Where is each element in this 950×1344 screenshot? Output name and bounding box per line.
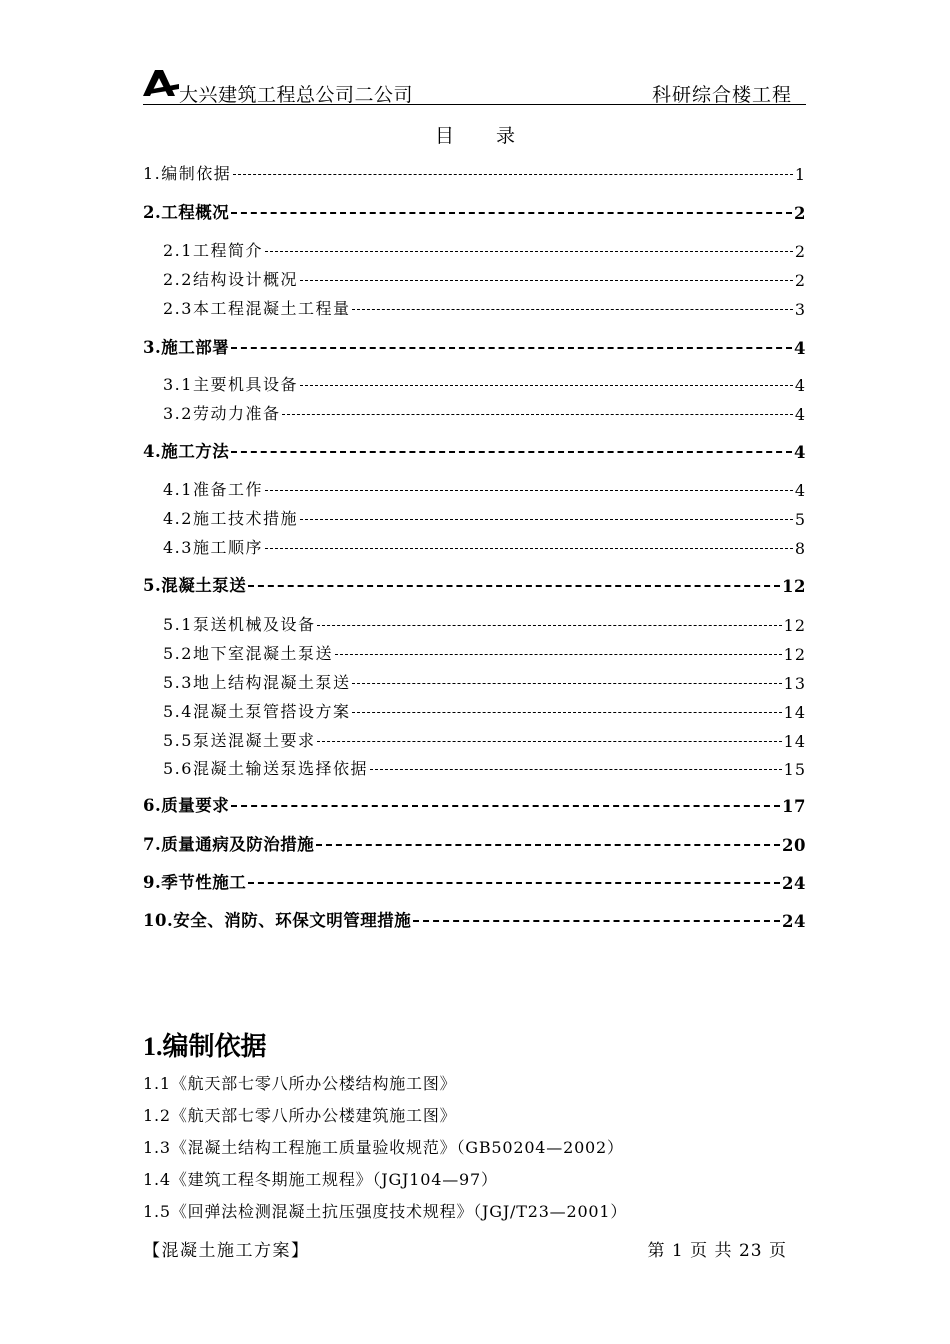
toc-entry-label: 5.1泵送机械及设备 — [163, 615, 316, 634]
toc-leader-dots — [300, 280, 793, 281]
toc-entry-page: 12 — [782, 577, 806, 596]
toc-entry-label: 4.2施工技术措施 — [163, 509, 298, 528]
toc-leader-dots — [300, 519, 793, 520]
toc-entry-page: 15 — [783, 760, 806, 779]
toc-entry-page: 4 — [794, 405, 806, 424]
company-name: 大兴建筑工程总公司二公司 — [179, 84, 414, 106]
toc-entry[interactable] — [163, 295, 806, 319]
toc-entry-page: 12 — [783, 616, 806, 635]
toc-entry-label: 6.质量要求 — [143, 796, 230, 815]
toc-entry-label: 2.2结构设计概况 — [163, 270, 298, 289]
toc-entry-page: 4 — [794, 481, 806, 500]
toc-entry-label: 5.4混凝土泵管搭设方案 — [163, 702, 351, 721]
toc-entry-page: 24 — [782, 874, 806, 893]
toc-entry-label: 3.施工部署 — [143, 338, 230, 357]
toc-entry-label: 2.3本工程混凝土工程量 — [163, 299, 351, 318]
toc-entry[interactable] — [143, 160, 806, 184]
toc-leader-dots — [233, 174, 793, 175]
toc-entry-page: 14 — [783, 732, 806, 751]
toc-entry-page: 2 — [794, 242, 806, 261]
toc-entry-label: 1.编制依据 — [143, 164, 232, 183]
toc-leader-dots — [335, 654, 782, 655]
toc-leader-dots — [352, 712, 781, 713]
toc-entry[interactable] — [163, 476, 806, 500]
toc-leader-dots — [413, 920, 780, 922]
toc-entry[interactable] — [163, 640, 806, 664]
toc-entry[interactable] — [163, 505, 806, 529]
toc-entry-page: 8 — [794, 539, 806, 558]
toc-entry[interactable] — [163, 698, 806, 722]
toc-entry-label: 4.3施工顺序 — [163, 538, 263, 557]
toc-entry-page: 5 — [794, 510, 806, 529]
toc-leader-dots — [282, 414, 792, 415]
reference-item: 1.1《航天部七零八所办公楼结构施工图》 — [143, 1074, 457, 1093]
toc-entry-label: 9.季节性施工 — [143, 873, 247, 892]
toc-leader-dots — [248, 585, 780, 587]
toc-entry-page: 24 — [782, 912, 806, 931]
toc-entry-page: 1 — [794, 165, 806, 184]
toc-entry-page: 2 — [794, 204, 806, 223]
toc-leader-dots — [231, 212, 792, 214]
toc-leader-dots — [231, 451, 792, 453]
toc-leader-dots — [317, 741, 781, 742]
toc-leader-dots — [370, 769, 782, 770]
toc-entry[interactable] — [143, 831, 806, 855]
toc-entry-page: 14 — [783, 703, 806, 722]
toc-leader-dots — [265, 490, 793, 491]
toc-leader-dots — [316, 844, 780, 846]
reference-item: 1.4《建筑工程冬期施工规程》（JGJ104—97） — [143, 1170, 498, 1189]
toc-entry-label: 5.5泵送混凝土要求 — [163, 731, 316, 750]
reference-item: 1.3《混凝土结构工程施工质量验收规范》（GB50204—2002） — [143, 1138, 624, 1157]
toc-entry[interactable] — [163, 534, 806, 558]
reference-item: 1.2《航天部七零八所办公楼建筑施工图》 — [143, 1106, 457, 1125]
toc-entry[interactable] — [143, 334, 806, 358]
toc-entry[interactable] — [163, 727, 806, 751]
toc-entry[interactable] — [163, 755, 806, 779]
toc-entry-label: 4.施工方法 — [143, 442, 230, 461]
toc-entry[interactable] — [143, 199, 806, 223]
toc-entry-label: 2.1工程简介 — [163, 241, 263, 260]
toc-entry-label: 4.1准备工作 — [163, 480, 263, 499]
toc-entry-label: 5.6混凝土输送泵选择依据 — [163, 759, 368, 778]
toc-leader-dots — [231, 805, 780, 807]
toc-entry[interactable] — [143, 907, 806, 931]
toc-entry-label: 5.混凝土泵送 — [143, 576, 247, 595]
toc-entry-label: 10.安全、消防、环保文明管理措施 — [143, 911, 412, 930]
toc-entry[interactable] — [163, 371, 806, 395]
page-header — [143, 66, 806, 105]
footer-page-info: 第 1 页 共 23 页 — [647, 1241, 787, 1261]
reference-item: 1.5《回弹法检测混凝土抗压强度技术规程》（JGJ/T23—2001） — [143, 1202, 628, 1221]
toc-entry[interactable] — [163, 669, 806, 693]
toc-entry-page: 3 — [794, 300, 806, 319]
toc-leader-dots — [265, 548, 793, 549]
toc-entry[interactable] — [143, 869, 806, 893]
toc-leader-dots — [248, 882, 780, 884]
toc-leader-dots — [300, 385, 793, 386]
toc-entry[interactable] — [143, 572, 806, 596]
project-name: 科研综合楼工程 — [651, 84, 792, 106]
toc-leader-dots — [352, 309, 792, 310]
toc-entry[interactable] — [143, 792, 806, 816]
toc-entry-page: 4 — [794, 376, 806, 395]
toc-leader-dots — [352, 683, 781, 684]
toc-entry[interactable] — [163, 611, 806, 635]
company-logo-icon — [143, 70, 179, 96]
toc-entry-page: 17 — [782, 797, 806, 816]
toc-entry-page: 4 — [794, 339, 806, 358]
toc-entry[interactable] — [163, 400, 806, 424]
toc-title: 目 录 — [434, 125, 534, 147]
toc-entry-page: 12 — [783, 645, 806, 664]
toc-entry-label: 5.3地上结构混凝土泵送 — [163, 673, 351, 692]
toc-entry[interactable] — [163, 237, 806, 261]
toc-entry-label: 3.1主要机具设备 — [163, 375, 298, 394]
toc-entry-label: 2.工程概况 — [143, 203, 230, 222]
toc-entry-page: 2 — [794, 271, 806, 290]
toc-entry-page: 20 — [782, 836, 806, 855]
toc-leader-dots — [265, 251, 793, 252]
section-heading: 1.编制依据 — [143, 1032, 267, 1061]
toc-entry-page: 4 — [794, 443, 806, 462]
toc-entry[interactable] — [163, 266, 806, 290]
toc-leader-dots — [317, 625, 781, 626]
toc-entry[interactable] — [143, 438, 806, 462]
toc-leader-dots — [231, 347, 792, 349]
toc-entry-label: 7.质量通病及防治措施 — [143, 835, 315, 854]
toc-entry-label: 5.2地下室混凝土泵送 — [163, 644, 333, 663]
toc-entry-label: 3.2劳动力准备 — [163, 404, 281, 423]
footer-doc-title: 【混凝土施工方案】 — [143, 1241, 310, 1261]
toc-entry-page: 13 — [783, 674, 806, 693]
